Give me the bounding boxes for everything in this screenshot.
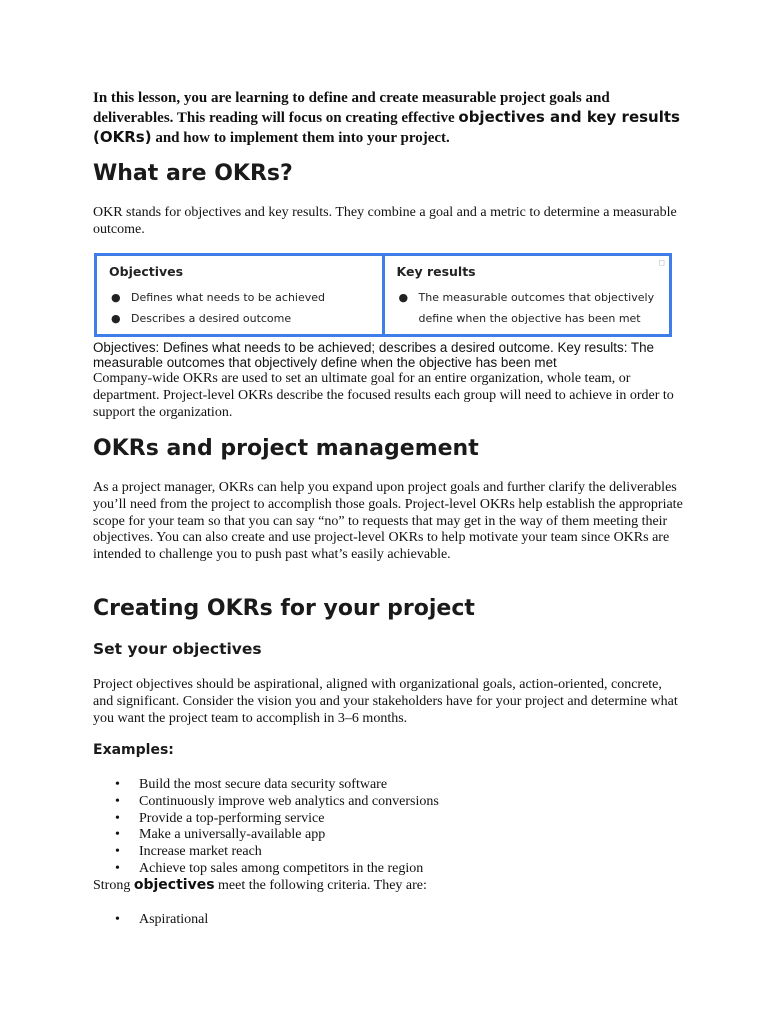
objectives-keyword: objectives: [133, 877, 215, 893]
bullet-icon: •: [115, 793, 120, 809]
list-item: • Build the most secure data security software: [115, 777, 388, 792]
intro-highlight: objectives and key results (OKRs): [93, 108, 680, 146]
bullet-icon: •: [115, 810, 120, 826]
corner-marker-icon: ◻: [658, 258, 665, 267]
list-item: ● The measurable outcomes that objectively define when the objective has been met: [397, 287, 658, 329]
bullet-icon: •: [115, 860, 120, 876]
list-item: • Provide a top-performing service: [115, 810, 325, 826]
bullet-icon: •: [115, 777, 120, 792]
bullet-icon: •: [115, 827, 120, 843]
criteria-list: [93, 912, 683, 929]
key-results-title: Key results: [396, 264, 476, 279]
bullet-icon: ●: [111, 291, 121, 304]
heading-creating-okrs: Creating OKRs for your project: [93, 596, 475, 621]
objectives-title: Objectives: [109, 264, 184, 279]
bullet-icon: •: [115, 912, 120, 927]
okr-definition-paragraph: OKR stands for objectives and key results. They combine a goal and a metric to determine a measurable outcome.: [93, 205, 677, 237]
project-management-paragraph: As a project manager, OKRs can help you expand upon project goals and further clarify the deliverables you’ll need from the project to accomplish those goals. Project-level OKRs help establish the appropriate scope for your team so that you can say “no” to requests that may get in the way of them meeting their objectives. You can also create and use project-level OKRs to help motivate your team since OKRs are intended to challenge you to push past what’s easily achievable.: [93, 480, 683, 563]
key-results-column: [385, 256, 670, 334]
objectives-column: [97, 256, 385, 334]
list-item: ● Describes a desired outcome: [109, 308, 370, 329]
strong-objectives-line: Strong objectives meet the following criteria. They are:: [93, 877, 427, 893]
key-results-list: [397, 287, 658, 329]
examples-heading: Examples:: [93, 742, 174, 758]
bullet-icon: ●: [398, 291, 409, 304]
intro-text-1: In this lesson, you are learning to define and create measurable project goals and deliverables. This reading will focus on creating effective: [93, 90, 610, 126]
okr-table-image: [94, 253, 672, 337]
bullet-icon: •: [115, 844, 120, 860]
list-item: • Continuously improve web analytics and conversions: [115, 793, 439, 809]
heading-what-are-okrs: What are OKRs?: [93, 161, 293, 186]
heading-okrs-project-management: OKRs and project management: [93, 436, 479, 461]
okr-table-caption: Objectives: Defines what needs to be achieved; describes a desired outcome. Key results: The measurable outcomes that objectively define when the objective has been met: [93, 340, 654, 370]
list-item: • Increase market reach: [115, 844, 262, 860]
subheading-set-objectives: Set your objectives: [93, 640, 262, 658]
objectives-paragraph: Project objectives should be aspirational, aligned with organizational goals, action-oriented, concrete, and significant. Consider the vision you and your stakeholders have for your project and determine what you want the project team to accomplish in 3–6 months.: [93, 677, 678, 726]
intro-text-2: and how to implement them into your project.: [151, 130, 450, 146]
list-item: • Achieve top sales among competitors in the region: [115, 860, 424, 876]
intro-paragraph: [93, 89, 683, 148]
list-item: ● Defines what needs to be achieved: [109, 287, 370, 308]
bullet-icon: ●: [111, 312, 121, 325]
company-okrs-paragraph: Company-wide OKRs are used to set an ultimate goal for an entire organization, whole team, or department. Project-level OKRs describe the focused results each group will need to achieve in order to support the organization.: [93, 371, 674, 420]
examples-list: [93, 777, 683, 878]
objectives-list: [109, 287, 370, 329]
list-item: • Aspirational: [115, 912, 209, 927]
list-item: • Make a universally-available app: [115, 827, 326, 843]
